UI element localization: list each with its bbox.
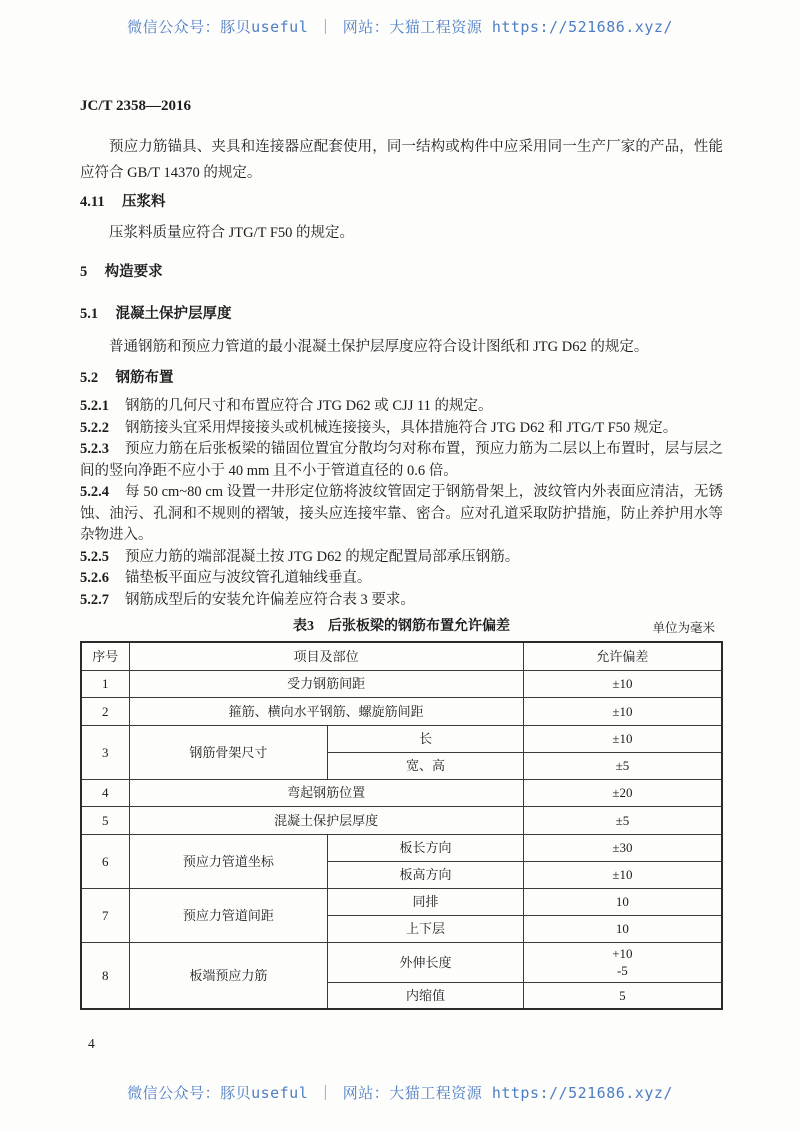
cell-no: 1 — [81, 670, 129, 697]
cell-no: 6 — [81, 834, 129, 888]
clause-list — [80, 396, 723, 611]
paragraph-grout: 压浆料质量应符合 JTG/T F50 的规定。 — [109, 225, 355, 241]
clause-text: 每 50 cm~80 cm 设置一井形定位筋将波纹管固定于钢筋骨架上，波纹管内外表面应清洁，无锈蚀、油污、孔洞和不规则的褶皱，接头应连接牢靠、密合。应对孔道采取防护措施，防止养护用水等杂物进入。 — [80, 484, 723, 543]
heading-number: 5.1 — [80, 306, 99, 322]
cell-item: 箍筋、横向水平钢筋、螺旋筋间距 — [129, 697, 523, 725]
heading-5-2 — [80, 368, 723, 388]
heading-title: 混凝土保护层厚度 — [115, 306, 232, 322]
paragraph-cover: 普通钢筋和预应力管道的最小混凝土保护层厚度应符合设计图纸和 JTG D62 的规定。 — [109, 339, 649, 355]
clause-number: 5.2.5 — [80, 548, 109, 565]
table-row — [81, 942, 722, 982]
cell-dev — [523, 942, 722, 982]
clause-number: 5.2.7 — [80, 591, 109, 608]
cell-dev: ±10 — [523, 670, 722, 697]
heading-number: 5 — [80, 264, 88, 280]
cell-no: 5 — [81, 806, 129, 834]
cell-dev: ±10 — [523, 861, 722, 888]
cell-dev: ±30 — [523, 834, 722, 861]
cell-subitem: 板长方向 — [328, 834, 524, 861]
cell-dev-plus: +10 — [612, 946, 633, 961]
cell-subitem: 板高方向 — [328, 861, 524, 888]
clause-5-2-3 — [80, 439, 723, 482]
cell-dev: ±5 — [523, 752, 722, 779]
clause-5-2-7 — [80, 590, 723, 612]
table-row — [81, 834, 722, 861]
clause-5-2-4 — [80, 482, 723, 547]
heading-number: 5.2 — [80, 370, 99, 386]
cell-dev: 5 — [523, 982, 722, 1009]
table-row — [81, 779, 722, 806]
page-body — [80, 0, 723, 1010]
cell-dev: 10 — [523, 888, 722, 915]
table-row — [81, 670, 722, 697]
clause-text: 预应力筋在后张板梁的锚固位置宜分散均匀对称布置，预应力筋为二层以上布置时，层与层之间的竖向净距不应小于 40 mm 且不小于管道直径的 0.6 倍。 — [80, 441, 723, 479]
heading-title: 构造要求 — [104, 264, 163, 280]
cell-item: 预应力管道坐标 — [129, 834, 328, 888]
table-caption: 表3 后张板梁的钢筋布置允许偏差 — [293, 619, 510, 634]
cell-item: 弯起钢筋位置 — [129, 779, 523, 806]
clause-5-2-5 — [80, 547, 723, 569]
cell-no: 2 — [81, 697, 129, 725]
clause-5-2-2 — [80, 418, 723, 440]
cell-dev-minus: -5 — [616, 963, 628, 978]
table-header-row — [81, 642, 722, 670]
heading-title: 钢筋布置 — [115, 370, 174, 386]
table-row — [81, 806, 722, 834]
cell-no: 7 — [81, 888, 129, 942]
clause-text: 预应力筋的端部混凝土按 JTG D62 的规定配置局部承压钢筋。 — [124, 548, 520, 565]
cell-no: 4 — [81, 779, 129, 806]
clause-text: 钢筋接头宜采用焊接接头或机械连接接头，具体措施符合 JTG D62 和 JTG/T F50 规定。 — [124, 419, 678, 436]
table-row — [81, 888, 722, 915]
header-watermark: 微信公众号：豚贝useful ｜ 网站：大猫工程资源 https://521686.xyz/ — [127, 18, 673, 36]
cell-subitem: 长 — [328, 725, 524, 752]
cell-subitem: 外伸长度 — [328, 942, 524, 982]
heading-4-11 — [80, 192, 723, 212]
cell-dev: ±10 — [523, 697, 722, 725]
table-caption-row — [80, 615, 723, 635]
cell-item: 受力钢筋间距 — [129, 670, 523, 697]
heading-5-1 — [80, 304, 723, 324]
col-header-dev: 允许偏差 — [523, 642, 722, 670]
deviation-table — [80, 641, 723, 1010]
page-number: 4 — [88, 1036, 95, 1051]
clause-number: 5.2.3 — [80, 441, 109, 457]
clause-number: 5.2.4 — [80, 484, 109, 500]
cell-dev: 10 — [523, 915, 722, 942]
table-unit-note: 单位为毫米 — [652, 621, 715, 635]
clause-5-2-1 — [80, 396, 723, 418]
table-row — [81, 725, 722, 752]
cell-no: 3 — [81, 725, 129, 779]
cell-subitem: 上下层 — [328, 915, 524, 942]
paragraph-anchorage: 预应力筋锚具、夹具和连接器应配套使用，同一结构或构件中应采用同一生产厂家的产品，性能应符合 GB/T 14370 的规定。 — [80, 139, 723, 181]
cell-item: 钢筋骨架尺寸 — [129, 725, 328, 779]
cell-dev: ±5 — [523, 806, 722, 834]
standard-number: JC/T 2358—2016 — [80, 98, 191, 114]
col-header-no: 序号 — [81, 642, 129, 670]
col-header-item: 项目及部位 — [129, 642, 523, 670]
cell-no: 8 — [81, 942, 129, 1009]
cell-subitem: 宽、高 — [328, 752, 524, 779]
clause-5-2-6 — [80, 568, 723, 590]
cell-subitem: 同排 — [328, 888, 524, 915]
cell-item: 混凝土保护层厚度 — [129, 806, 523, 834]
footer-watermark: 微信公众号：豚贝useful ｜ 网站：大猫工程资源 https://521686.xyz/ — [127, 1084, 673, 1102]
heading-title: 压浆料 — [121, 194, 166, 210]
clause-number: 5.2.2 — [80, 419, 109, 436]
clause-number: 5.2.6 — [80, 570, 109, 586]
cell-dev: ±20 — [523, 779, 722, 806]
table-row — [81, 697, 722, 725]
clause-number: 5.2.1 — [80, 398, 109, 414]
cell-subitem: 内缩值 — [328, 982, 524, 1009]
heading-number: 4.11 — [80, 194, 105, 210]
heading-5 — [80, 262, 723, 282]
clause-text: 钢筋的几何尺寸和布置应符合 JTG D62 或 CJJ 11 的规定。 — [124, 398, 493, 414]
clause-text: 锚垫板平面应与波纹管孔道轴线垂直。 — [124, 570, 372, 586]
cell-item: 板端预应力筋 — [129, 942, 328, 1009]
cell-item: 预应力管道间距 — [129, 888, 328, 942]
cell-dev: ±10 — [523, 725, 722, 752]
clause-text: 钢筋成型后的安装允许偏差应符合表 3 要求。 — [124, 591, 415, 608]
